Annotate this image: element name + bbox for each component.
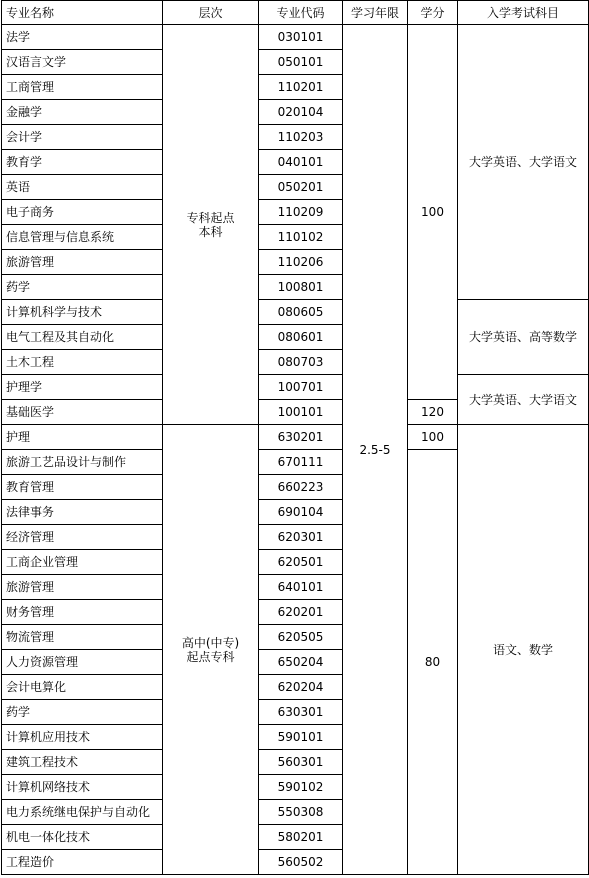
- major-name: 旅游管理: [2, 575, 163, 600]
- study-years-cell: 2.5-5: [343, 25, 408, 875]
- major-code: 110209: [259, 200, 343, 225]
- major-name: 药学: [2, 275, 163, 300]
- major-name: 电气工程及其自动化: [2, 325, 163, 350]
- major-name: 英语: [2, 175, 163, 200]
- major-name: 会计学: [2, 125, 163, 150]
- major-code: 100801: [259, 275, 343, 300]
- major-name: 会计电算化: [2, 675, 163, 700]
- major-name: 法律事务: [2, 500, 163, 525]
- major-code: 560502: [259, 850, 343, 875]
- majors-table: [1, 0, 589, 875]
- major-code: 620201: [259, 600, 343, 625]
- credits-cell: 100: [408, 25, 458, 400]
- major-name: 金融学: [2, 100, 163, 125]
- major-name: 电力系统继电保护与自动化: [2, 800, 163, 825]
- major-code: 050101: [259, 50, 343, 75]
- major-code: 110102: [259, 225, 343, 250]
- major-name: 机电一体化技术: [2, 825, 163, 850]
- major-name: 物流管理: [2, 625, 163, 650]
- header-major-code: 专业代码: [259, 1, 343, 25]
- credits-cell: 120: [408, 400, 458, 425]
- major-name: 计算机应用技术: [2, 725, 163, 750]
- major-name: 基础医学: [2, 400, 163, 425]
- major-name: 护理: [2, 425, 163, 450]
- major-name: 土木工程: [2, 350, 163, 375]
- major-code: 640101: [259, 575, 343, 600]
- major-code: 590102: [259, 775, 343, 800]
- major-code: 080605: [259, 300, 343, 325]
- table-row: [2, 425, 589, 450]
- table-body: [2, 25, 589, 875]
- level-cell: 专科起点 本科: [163, 25, 259, 425]
- major-code: 080703: [259, 350, 343, 375]
- major-code: 020104: [259, 100, 343, 125]
- major-code: 560301: [259, 750, 343, 775]
- exam-subjects-cell: 大学英语、大学语文: [458, 375, 589, 425]
- major-name: 建筑工程技术: [2, 750, 163, 775]
- major-name: 药学: [2, 700, 163, 725]
- major-code: 030101: [259, 25, 343, 50]
- table-row: [2, 25, 589, 50]
- major-name: 经济管理: [2, 525, 163, 550]
- header-level: 层次: [163, 1, 259, 25]
- major-code: 620501: [259, 550, 343, 575]
- credits-cell: 100: [408, 425, 458, 450]
- major-code: 580201: [259, 825, 343, 850]
- header-study-years: 学习年限: [343, 1, 408, 25]
- level-cell: 高中(中专) 起点专科: [163, 425, 259, 875]
- major-name: 法学: [2, 25, 163, 50]
- major-code: 690104: [259, 500, 343, 525]
- major-code: 670111: [259, 450, 343, 475]
- major-code: 620505: [259, 625, 343, 650]
- major-name: 护理学: [2, 375, 163, 400]
- major-code: 110203: [259, 125, 343, 150]
- major-code: 630201: [259, 425, 343, 450]
- major-code: 040101: [259, 150, 343, 175]
- table-row: [2, 300, 589, 325]
- major-code: 550308: [259, 800, 343, 825]
- major-code: 650204: [259, 650, 343, 675]
- exam-subjects-cell: 大学英语、大学语文: [458, 25, 589, 300]
- major-code: 110201: [259, 75, 343, 100]
- table-row: [2, 375, 589, 400]
- major-code: 660223: [259, 475, 343, 500]
- major-name: 旅游管理: [2, 250, 163, 275]
- major-code: 110206: [259, 250, 343, 275]
- major-code: 590101: [259, 725, 343, 750]
- major-name: 计算机科学与技术: [2, 300, 163, 325]
- exam-subjects-cell: 大学英语、高等数学: [458, 300, 589, 375]
- major-code: 080601: [259, 325, 343, 350]
- major-code: 620301: [259, 525, 343, 550]
- header-exam-subjects: 入学考试科目: [458, 1, 589, 25]
- major-name: 人力资源管理: [2, 650, 163, 675]
- major-name: 工商管理: [2, 75, 163, 100]
- header-major-name: 专业名称: [2, 1, 163, 25]
- major-name: 旅游工艺品设计与制作: [2, 450, 163, 475]
- major-name: 汉语言文学: [2, 50, 163, 75]
- major-code: 050201: [259, 175, 343, 200]
- major-name: 教育学: [2, 150, 163, 175]
- major-name: 教育管理: [2, 475, 163, 500]
- major-name: 工程造价: [2, 850, 163, 875]
- major-code: 100701: [259, 375, 343, 400]
- credits-cell: 80: [408, 450, 458, 875]
- major-code: 620204: [259, 675, 343, 700]
- major-name: 电子商务: [2, 200, 163, 225]
- exam-subjects-cell: 语文、数学: [458, 425, 589, 875]
- header-row: [2, 1, 589, 25]
- major-code: 630301: [259, 700, 343, 725]
- major-name: 工商企业管理: [2, 550, 163, 575]
- header-credits: 学分: [408, 1, 458, 25]
- major-name: 信息管理与信息系统: [2, 225, 163, 250]
- major-name: 财务管理: [2, 600, 163, 625]
- major-code: 100101: [259, 400, 343, 425]
- major-name: 计算机网络技术: [2, 775, 163, 800]
